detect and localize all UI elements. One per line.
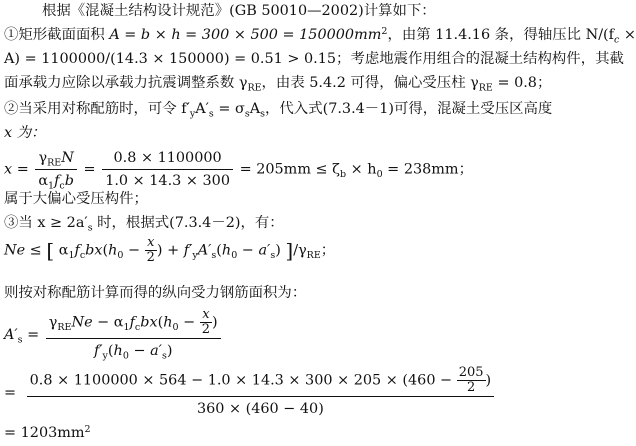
x-formula: x = $\frac{\gamma_{RE}N}{\alpha_1f_cb}$ = $\frac{0.8 \times 1100000}{1.0 \times 14.3 \times 300}$ = $205mm \le \zeta_b \times h_0 = 238mm$； xyxy=(4,150,473,192)
step2-conclusion: 属于大偏心受压构件； xyxy=(4,191,148,207)
as-result: = $1203mm^2$ xyxy=(4,423,91,441)
intro-line: 根据《混凝土结构设计规范》(GB 50010—2002)计算如下： xyxy=(42,3,436,19)
as-fraction-symbolic: $\gamma_{RE}Ne - \alpha_1f_cbx(h_0$ − $\frac{x}{2}$ ) $f'_y(h_0 - a'_s)$ xyxy=(46,308,221,362)
step1-line2: A) = 1100000/(14.3 × 150000) = 0.51 > 0.15；考虑地震作用组合的混凝土结构构件，其截 xyxy=(4,51,624,67)
step1-line1: ①矩形截面面积 $A = b \times h = 300 \times 500 = 150000mm^2$，由第 11.4.16 条，得轴压比 $N/(f_c$ × xyxy=(4,25,636,46)
step3-follow: 则按对称配筋计算而得的纵向受力钢筋面积为： xyxy=(4,285,307,301)
ne-formula: Ne ≤ [ $\alpha_1f_cbx(h_0$ − $\frac{x}{2}$ ) + $f'_yA'_s(h_0 - a'_s)$ ]$/\gamma_{RE}$； xyxy=(4,235,336,265)
as-numeric: = 0.8 × 1100000 × 564 − 1.0 × 14.3 × 300 × 205 × (460 − $\frac{205}{2}$ ) 360 × (460 − 40) xyxy=(4,366,496,420)
step2-line2: x 为： xyxy=(4,125,46,141)
x-fraction-numeric: $\frac{0.8 \times 1100000}{1.0 \times 14.3 \times 300}$ xyxy=(102,148,233,191)
step1-line3: 面承载力应除以承载力抗震调整系数 $\gamma_{RE}$，由表 5.4.2 可得，偏心受压柱 $\gamma_{RE} = 0.8$； xyxy=(4,75,552,94)
step3-line1: ③当 $x \ge 2a'_s$ 时，根据式(7.3.4－2)，有： xyxy=(4,215,284,234)
as-formula: $A'_s$ = $\gamma_{RE}Ne - \alpha_1f_cbx(h_0$ − $\frac{x}{2}$ ) $f'_y(h_0 - a'_s)$ xyxy=(4,308,223,362)
step2-line1: ②当采用对称配筋时，可令 $f'_yA'_s = \sigma_sA_s$，代入式(7.3.4－1)可得，混凝土受压区高度 xyxy=(4,101,553,120)
x-fraction-symbolic: $\frac{\gamma_{RE}N}{\alpha_1f_cb}$ xyxy=(35,148,77,191)
as-fraction-numeric: 0.8 × 1100000 × 564 − 1.0 × 14.3 × 300 × 205 × (460 − $\frac{205}{2}$ ) 360 × (460 − 40) xyxy=(27,366,495,420)
